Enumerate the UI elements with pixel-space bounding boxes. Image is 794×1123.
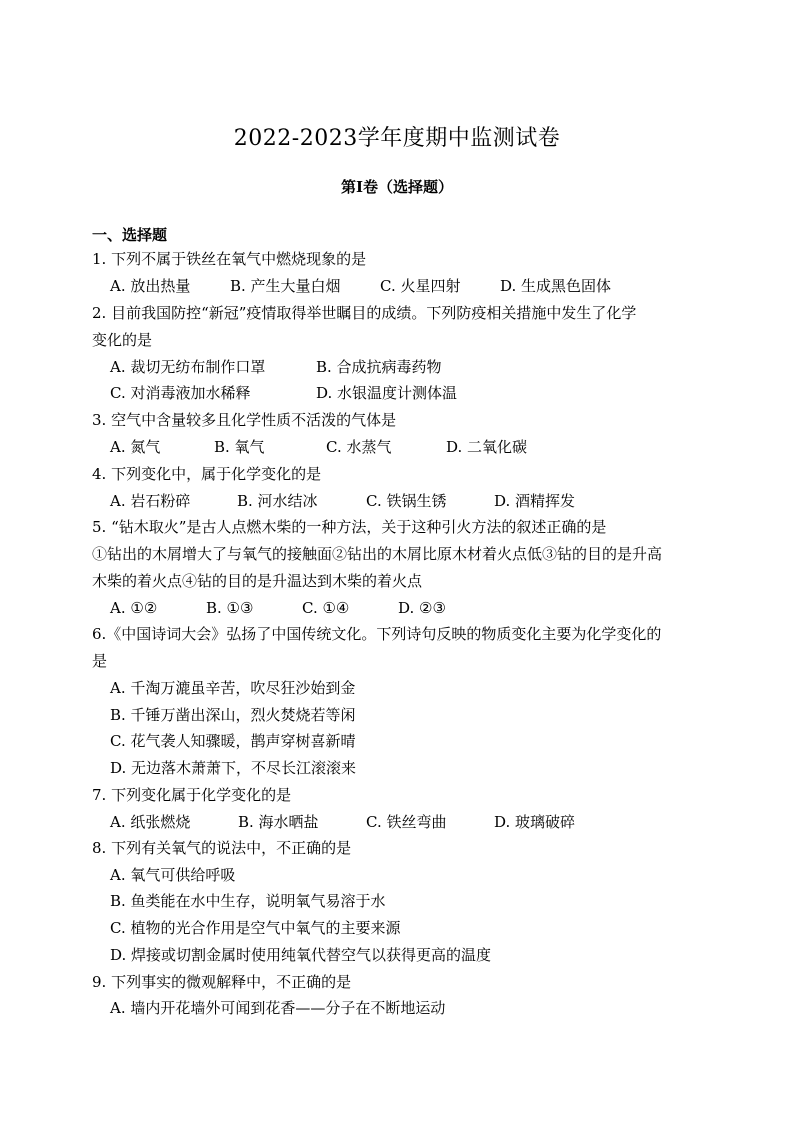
question-6-stem-cont: 是 (92, 652, 108, 670)
question-1-stem: 1. 下列不属于铁丝在氧气中燃烧现象的是 (92, 250, 367, 268)
option-a: A. 纸张燃烧 (110, 813, 191, 831)
option-c: C. 铁丝弯曲 (366, 813, 447, 831)
question-8-stem: 8. 下列有关氧气的说法中，不正确的是 (92, 839, 352, 857)
question-4-stem: 4. 下列变化中，属于化学变化的是 (92, 465, 322, 483)
option-d: D. 酒精挥发 (494, 492, 576, 510)
question-5-stem: 5. “钻木取火”是古人点燃木柴的一种方法，关于这种引火方法的叙述正确的是 (92, 518, 607, 536)
option-d: D. ②③ (398, 599, 446, 617)
volume-subtitle: 第Ⅰ卷（选择题） (340, 178, 454, 196)
question-5-stem-line3: 木柴的着火点④钻的目的是升温达到木柴的着火点 (92, 572, 423, 590)
option-a: A. 氮气 (110, 438, 161, 456)
option-c: C. 水蒸气 (326, 438, 392, 456)
option-b: B. 河水结冰 (237, 492, 318, 510)
option-a: A. ①② (110, 599, 158, 617)
question-2-stem-cont: 变化的是 (92, 331, 153, 349)
option-c: C. 火星四射 (380, 277, 461, 295)
question-9-stem: 9. 下列事实的微观解释中，不正确的是 (92, 973, 352, 991)
question-6-option-d: D. 无边落木萧萧下，不尽长江滚滚来 (110, 759, 357, 777)
question-6-stem: 6.《中国诗词大会》弘扬了中国传统文化。下列诗句反映的物质变化主要为化学变化的 (92, 625, 662, 643)
option-d: D. 生成黑色固体 (500, 277, 612, 295)
option-a: A. 裁切无纺布制作口罩 (110, 358, 266, 376)
option-a: A. 岩石粉碎 (110, 492, 191, 510)
option-b: B. 海水晒盐 (238, 813, 319, 831)
option-a: A. 放出热量 (110, 277, 191, 295)
option-d: D. 二氧化碳 (446, 438, 528, 456)
section-heading: 一、选择题 (92, 226, 168, 244)
option-d: D. 水银温度计测体温 (316, 384, 458, 402)
option-b: B. 氧气 (214, 438, 265, 456)
question-8-option-d: D. 焊接或切割金属时使用纯氧代替空气以获得更高的温度 (110, 946, 492, 964)
option-b: B. 产生大量白烟 (230, 277, 341, 295)
question-2-stem: 2. 目前我国防控“新冠”疫情取得举世瞩目的成绩。下列防疫相关措施中发生了化学 (92, 304, 637, 322)
question-6-option-c: C. 花气袭人知骤暖，鹊声穿树喜新晴 (110, 732, 356, 750)
question-7-stem: 7. 下列变化属于化学变化的是 (92, 786, 292, 804)
question-8-option-a: A. 氧气可供给呼吸 (110, 866, 236, 884)
question-3-stem: 3. 空气中含量较多且化学性质不活泼的气体是 (92, 411, 397, 429)
question-8-option-c: C. 植物的光合作用是空气中氧气的主要来源 (110, 919, 401, 937)
option-c: C. 铁锅生锈 (366, 492, 447, 510)
question-5-stem-line2: ①钻出的木屑增大了与氧气的接触面②钻出的木屑比原木材着火点低③钻的目的是升高 (92, 545, 663, 563)
option-d: D. 玻璃破碎 (494, 813, 576, 831)
question-9-option-a: A. 墙内开花墙外可闻到花香——分子在不断地运动 (110, 999, 446, 1017)
question-6-option-b: B. 千锤万凿出深山，烈火焚烧若等闲 (110, 706, 356, 724)
question-8-option-b: B. 鱼类能在水中生存，说明氧气易溶于水 (110, 892, 386, 910)
option-b: B. 合成抗病毒药物 (316, 358, 442, 376)
exam-title: 2022-2023学年度期中监测试卷 (233, 126, 561, 151)
question-6-option-a: A. 千淘万漉虽辛苦，吹尽狂沙始到金 (110, 679, 356, 697)
option-c: C. ①④ (302, 599, 350, 617)
option-b: B. ①③ (206, 599, 254, 617)
option-c: C. 对消毒液加水稀释 (110, 384, 251, 402)
